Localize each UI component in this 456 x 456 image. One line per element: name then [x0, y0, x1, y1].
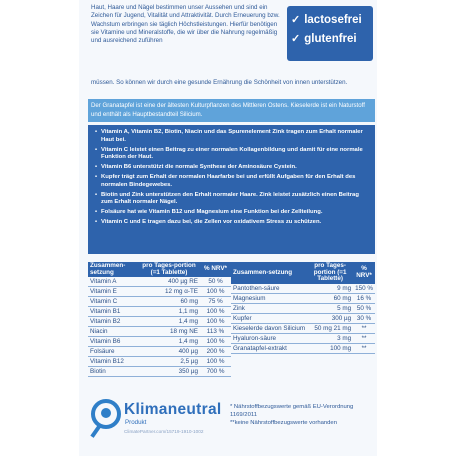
- info-box: Der Granatapfel ist eine der ältesten Kulturpflanzen des Mittleren Ostens. Kieselerde ist ein Naturstoff und enthält als Hauptbestandteil Silicium.: [88, 99, 375, 122]
- cell-amount: 60 mg: [307, 293, 353, 303]
- claim-item: • Vitamin B6 unterstützt die normale Synthese der Aminosäure Cystein.: [95, 164, 369, 172]
- cell-name: Vitamin E: [88, 287, 138, 297]
- claim-item: • Vitamin C leistet einen Beitrag zu einer normalen Kollagenbildung und damit für eine normale Funktion der Haut.: [95, 147, 369, 162]
- column-header: Zusammen-setzung: [88, 262, 138, 277]
- cell-name: Granatapfel-extrakt: [231, 343, 307, 353]
- table-header-row: [88, 262, 231, 277]
- table-row: [88, 337, 231, 347]
- cell-nrv: 75 %: [200, 297, 231, 307]
- cell-name: Kupfer: [231, 313, 307, 323]
- cell-nrv: 100 %: [200, 317, 231, 327]
- climate-partner-icon-tail: [90, 424, 101, 438]
- cell-amount: 1,4 mg: [138, 337, 200, 347]
- climate-neutral-logo: [91, 399, 251, 445]
- table-row: [88, 317, 231, 327]
- badge-label: glutenfrei: [304, 33, 357, 45]
- badge-lactose-free: [291, 11, 369, 30]
- claim-item: • Vitamin A, Vitamin B2, Biotin, Niacin und das Spurenelement Zink tragen zum Erhalt normaler Haut bei.: [95, 129, 369, 144]
- cell-amount: 400 µg: [138, 347, 200, 357]
- check-icon: ✓: [291, 33, 301, 45]
- table-row: [231, 303, 375, 313]
- table-row: [231, 313, 375, 323]
- intro-text: Haut, Haare und Nägel bestimmen unser Aussehen und sind ein Zeichen für Jugend, Vitalität und Attraktivität. Durch Erneuerung bzw. Wachstum erbringen sie täglich Höchstleistungen. Hierfür benötigen sie Vitamine und Mineralstoffe, die wir über die Nahrung regelmäßig und ausreichend zuführen: [91, 4, 280, 45]
- column-header: pro Tages-portion (=1 Tablette): [307, 262, 353, 284]
- table-row: [88, 307, 231, 317]
- cell-nrv: **: [353, 333, 375, 343]
- cell-name: Biotin: [88, 367, 138, 377]
- health-claims-box: [88, 125, 375, 254]
- cell-amount: 50 mg 21 mg: [307, 323, 353, 333]
- cell-name: Vitamin B6: [88, 337, 138, 347]
- cell-nrv: 30 %: [353, 313, 375, 323]
- table-row: [231, 323, 375, 333]
- cell-name: Vitamin B2: [88, 317, 138, 327]
- cell-amount: 400 µg RE: [138, 277, 200, 287]
- allergen-badges: [287, 6, 373, 61]
- cell-amount: 1,4 mg: [138, 317, 200, 327]
- cell-nrv: 200 %: [200, 347, 231, 357]
- cell-nrv: **: [353, 323, 375, 333]
- nutrition-table-right: [231, 262, 375, 354]
- cell-nrv: 50 %: [200, 277, 231, 287]
- table-row: [88, 327, 231, 337]
- cell-amount: 2,5 µg: [138, 357, 200, 367]
- cell-amount: 100 mg: [307, 343, 353, 353]
- badge-label: lactosefrei: [304, 14, 362, 26]
- cell-name: Vitamin C: [88, 297, 138, 307]
- table-row: [88, 347, 231, 357]
- cell-name: Vitamin B1: [88, 307, 138, 317]
- nutrition-table-left: [88, 262, 231, 377]
- cell-amount: 18 mg NE: [138, 327, 200, 337]
- cell-nrv: 700 %: [200, 367, 231, 377]
- cell-nrv: 100 %: [200, 287, 231, 297]
- table-row: [88, 277, 231, 287]
- footnotes: [230, 404, 376, 427]
- table-row: [231, 284, 375, 294]
- cell-amount: 350 µg: [138, 367, 200, 377]
- cell-name: Pantothen-säure: [231, 284, 307, 294]
- logo-subtitle: Produkt: [125, 419, 147, 426]
- cell-nrv: 16 %: [353, 293, 375, 303]
- cell-name: Vitamin A: [88, 277, 138, 287]
- footnote-nrv: * Nährstoffbezugswerte gemäß EU-Verordnung 1169/2011: [230, 404, 354, 418]
- cell-amount: 60 mg: [138, 297, 200, 307]
- cell-amount: 300 µg: [307, 313, 353, 323]
- intro-text-continued: müssen. So können wir durch eine gesunde Ernährung die Schönheit von innen unterstützen.: [91, 79, 348, 86]
- cell-name: Magnesium: [231, 293, 307, 303]
- table-row: [88, 297, 231, 307]
- cell-nrv: 150 %: [355, 284, 373, 292]
- cell-amount: 12 mg α-TE: [138, 287, 200, 297]
- cell-nrv: 113 %: [200, 327, 231, 337]
- cell-amount: 9 mg: [307, 284, 353, 294]
- column-header: pro Tages-portion (=1 Tablette): [138, 262, 200, 277]
- footnote-no-nrv: **keine Nährstoffbezugswerte vorhanden: [230, 419, 337, 426]
- claim-item: • Folsäure hat wie Vitamin B12 und Magnesium eine Funktion bei der Zellteilung.: [95, 209, 369, 217]
- check-icon: ✓: [291, 14, 301, 26]
- column-header: Zusammen-setzung: [231, 262, 307, 284]
- cell-nrv: **: [353, 343, 375, 353]
- table-row: [88, 357, 231, 367]
- table-row: [88, 367, 231, 377]
- column-header: % NRV*: [353, 262, 375, 284]
- cell-amount: 1,1 mg: [138, 307, 200, 317]
- cell-nrv: 100 %: [200, 307, 231, 317]
- table-row: [231, 333, 375, 343]
- logo-wordmark: Klimaneutral: [124, 401, 222, 418]
- claim-item: • Vitamin C und E tragen dazu bei, die Zellen vor oxidativem Stress zu schützen.: [95, 219, 369, 227]
- cell-name: Niacin: [88, 327, 138, 337]
- table-header-row: [231, 262, 375, 284]
- cell-name: Folsäure: [88, 347, 138, 357]
- cell-nrv: 100 %: [200, 357, 231, 367]
- claim-item: • Kupfer trägt zum Erhalt der normalen Haarfarbe bei und erfüllt Aufgaben für den Erhalt des normalen Bindegewebes.: [95, 174, 369, 189]
- climate-partner-icon: [91, 399, 121, 429]
- cell-nrv: 50 %: [353, 303, 375, 313]
- badge-gluten-free: [291, 30, 369, 49]
- column-header: % NRV*: [200, 262, 231, 277]
- table-row: [231, 343, 375, 353]
- cell-name: Vitamin B12: [88, 357, 138, 367]
- claim-item: • Biotin und Zink unterstützen den Erhalt normaler Haare. Zink leistet zusätzlich einen Beitrag zum Erhalt normaler Nägel.: [95, 192, 369, 207]
- cell-nrv: 100 %: [200, 337, 231, 347]
- logo-url: ClimatePartner.com/15719-1910-1002: [124, 429, 204, 434]
- cell-amount: 3 mg: [307, 333, 353, 343]
- table-row: [88, 287, 231, 297]
- cell-name: Hyaluron-säure: [231, 333, 307, 343]
- cell-name: Zink: [231, 303, 307, 313]
- cell-amount: 5 mg: [307, 303, 353, 313]
- table-row: [231, 293, 375, 303]
- cell-name: Kieselerde davon Silicium: [233, 324, 306, 332]
